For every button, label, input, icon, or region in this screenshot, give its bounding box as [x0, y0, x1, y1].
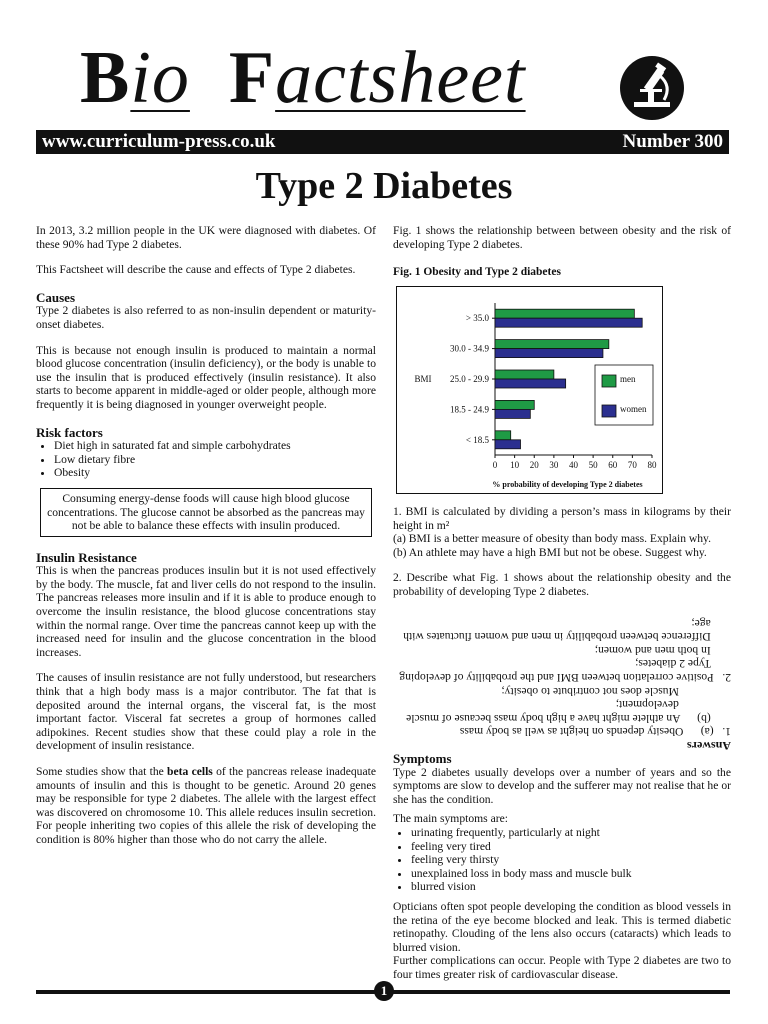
- y-tick-label: 18.5 - 24.9: [450, 404, 489, 415]
- list-item: • feeling very tired: [411, 840, 731, 854]
- left-column: [36, 224, 376, 859]
- x-tick-label: 0: [492, 460, 498, 470]
- beta-cells-paragraph: [36, 765, 376, 847]
- x-axis-label: % probability of developing Type 2 diabetes: [492, 480, 643, 489]
- page-number: 1: [374, 981, 394, 1001]
- complications-paragraph: Further complications can occur. People with Type 2 diabetes are two to four times greater risk of cardiovascular disease.: [393, 954, 731, 981]
- bar-men: [495, 370, 554, 379]
- y-tick-label: 30.0 - 34.9: [450, 343, 489, 354]
- answer-line: Type 2 diabetes;: [635, 657, 731, 671]
- bar-men: [495, 309, 634, 318]
- page-title: Type 2 Diabetes: [255, 165, 513, 207]
- x-tick-label: 20: [529, 460, 539, 470]
- causes-paragraph-2: This is because not enough insulin is produced to maintain a normal blood glucose concentration (insulin deficiency), or the body is unable to use the insulin that is produced effectively (insulin resistance). It also starts to become apparent in middle-aged or older people, although more frequently it is being diagnosed in younger overweight people.: [36, 343, 376, 411]
- answer-line: development;: [615, 698, 731, 712]
- beta-cells-term: beta cells: [167, 765, 213, 778]
- callout-box: Consuming energy-dense foods will cause high blood glucose concentrations. The glucose cannot be absorbed as the pancreas may not be able to balance these effects with insulin produced.: [40, 488, 372, 537]
- bar-women: [495, 409, 530, 418]
- causes-paragraph: Type 2 diabetes is also referred to as non-insulin dependent or maturity-onset diabetes.: [36, 304, 376, 331]
- y-tick-label: 25.0 - 29.9: [450, 374, 489, 384]
- fig-intro: Fig. 1 shows the relationship between between obesity and the risk of developing Type 2 diabetes.: [393, 224, 731, 251]
- issue-number: Number 300: [622, 131, 723, 152]
- bar-men: [495, 431, 511, 440]
- text-segment: Some studies show that the: [36, 765, 168, 778]
- y-tick-label: > 35.0: [465, 313, 489, 324]
- bar-women: [495, 318, 642, 327]
- answer-line: (b) An athlete might have a high body mass because of muscle: [406, 711, 731, 725]
- insulin-resistance-heading: Insulin Resistance: [36, 549, 137, 565]
- risk-factors-heading: Risk factors: [36, 424, 103, 440]
- list-item: • unexplained loss in body mass and muscle bulk: [411, 867, 731, 881]
- website-link[interactable]: www.curriculum-press.co.uk: [42, 131, 276, 152]
- legend-swatch-women: [602, 405, 616, 417]
- answers-block: [393, 604, 731, 752]
- list-item: • feeling very thirsty: [411, 853, 731, 867]
- masthead-f: F: [228, 37, 276, 119]
- masthead-title: [80, 38, 600, 118]
- answer-line: age;: [691, 616, 731, 630]
- bmi-bar-chart: [397, 287, 662, 493]
- list-item: • Diet high in saturated fat and simple carbohydrates: [54, 439, 376, 453]
- symptoms-list: [393, 826, 731, 894]
- bar-women: [495, 379, 566, 388]
- masthead-rest: actsheet: [275, 37, 526, 119]
- question-1b: (b) An athlete may have a high BMI but not be obese. Suggest why.: [393, 545, 707, 559]
- y-axis-label: BMI: [414, 374, 432, 384]
- legend-label-women: women: [620, 404, 647, 414]
- risk-factors-list: [36, 439, 376, 480]
- list-item: • Obesity: [54, 466, 376, 480]
- retinopathy-paragraph: Opticians often spot people developing the condition as blood vessels in the retina of the eye become blocked and leak. This is termed diabetic retinopathy. Clouding of the lens also occurs (cataracts) which leads to blurred vision.: [393, 899, 731, 954]
- answer-line: 1. (a) Obesity depends on height as well as body mass: [459, 725, 731, 739]
- question-1: 1. BMI is calculated by dividing a person’s mass in kilograms by their height in m²: [393, 505, 731, 532]
- answers-list: [393, 616, 731, 738]
- x-tick-label: 40: [569, 460, 578, 470]
- list-item: • Low dietary fibre: [54, 453, 376, 467]
- bar-women: [495, 440, 521, 449]
- masthead-io: io: [130, 37, 190, 119]
- symptoms-section: [393, 752, 731, 982]
- intro-paragraph-2: This Factsheet will describe the cause and effects of Type 2 diabetes.: [36, 263, 356, 277]
- symptoms-intro: The main symptoms are:: [393, 812, 508, 826]
- list-item: • blurred vision: [411, 880, 731, 894]
- answer-line: 2. Positive correlation between BMI and the probability of developing: [399, 671, 731, 685]
- symptoms-paragraph: Type 2 diabetes usually develops over a number of years and so the symptoms are slow to develop and the sufferer may not realise that he or she has the condition.: [393, 765, 731, 806]
- text-segment: of the pancreas release inadequate amounts of insulin and this is thought to be genetic. Around 20 genes may be responsible for type 2 diabetes. The allele with the largest effect was discovered on chromosome 10. This allele reduces insulin secretion. For people inheriting two copies of this allele the risk of developing the condition is 80% higher than those who do not carry the allele.: [36, 765, 376, 846]
- answer-line: In both men and women;: [594, 643, 731, 657]
- insulin-resistance-paragraph: This is when the pancreas produces insulin but it is not used effectively by the body. The muscle, fat and liver cells do not respond to the insulin. The pancreas releases more insulin and if it is able to produce enough to overcome the insulin resistance, the blood glucose concentrations stay within the normal range. Over time the pancreas cannot keep up with the increased need for insulin and the glucose concentration in the blood increases.: [36, 564, 376, 659]
- header-banner: [36, 130, 729, 154]
- legend-swatch-men: [602, 375, 616, 387]
- answer-line: Difference between probability in men and women fluctuates with: [403, 630, 731, 644]
- causes-heading: Causes: [36, 289, 76, 305]
- x-tick-label: 30: [549, 460, 559, 470]
- insulin-resistance-paragraph-2: The causes of insulin resistance are not fully understood, but researchers think that a high body mass is a major contributor. The fat that is deposited around the internal organs, the visceral fat, is the most important factor. Visceral fat secretes a group of hormones called adipokines. Recent studies show that these could play a role in the development of insulin resistance.: [36, 671, 376, 753]
- masthead-b: B: [80, 37, 131, 119]
- question-2: 2. Describe what Fig. 1 shows about the relationship obesity and the probability of developing Type 2 diabetes.: [393, 571, 731, 598]
- microscope-icon: [620, 56, 684, 120]
- x-tick-label: 70: [627, 460, 637, 470]
- list-item: • urinating frequently, particularly at night: [411, 826, 731, 840]
- x-tick-label: 60: [608, 460, 618, 470]
- intro-paragraph: In 2013, 3.2 million people in the UK were diagnosed with diabetes. Of these 90% had Type 2 diabetes.: [36, 224, 376, 251]
- figure-chart-frame: [396, 286, 663, 494]
- symptoms-heading: Symptoms: [393, 751, 452, 766]
- x-tick-label: 80: [647, 460, 657, 470]
- x-tick-label: 10: [510, 460, 520, 470]
- bar-men: [495, 340, 609, 349]
- questions: [393, 505, 731, 599]
- x-tick-label: 50: [588, 460, 598, 470]
- answer-line: Muscle does not contribute to obesity;: [501, 684, 731, 698]
- bar-men: [495, 400, 534, 409]
- y-tick-label: < 18.5: [465, 434, 489, 445]
- figure-title: Fig. 1 Obesity and Type 2 diabetes: [393, 266, 561, 278]
- question-1a: (a) BMI is a better measure of obesity than body mass. Explain why.: [393, 532, 712, 546]
- legend-label-men: men: [620, 374, 636, 384]
- bar-women: [495, 349, 603, 358]
- answers-heading: Answers: [687, 739, 731, 753]
